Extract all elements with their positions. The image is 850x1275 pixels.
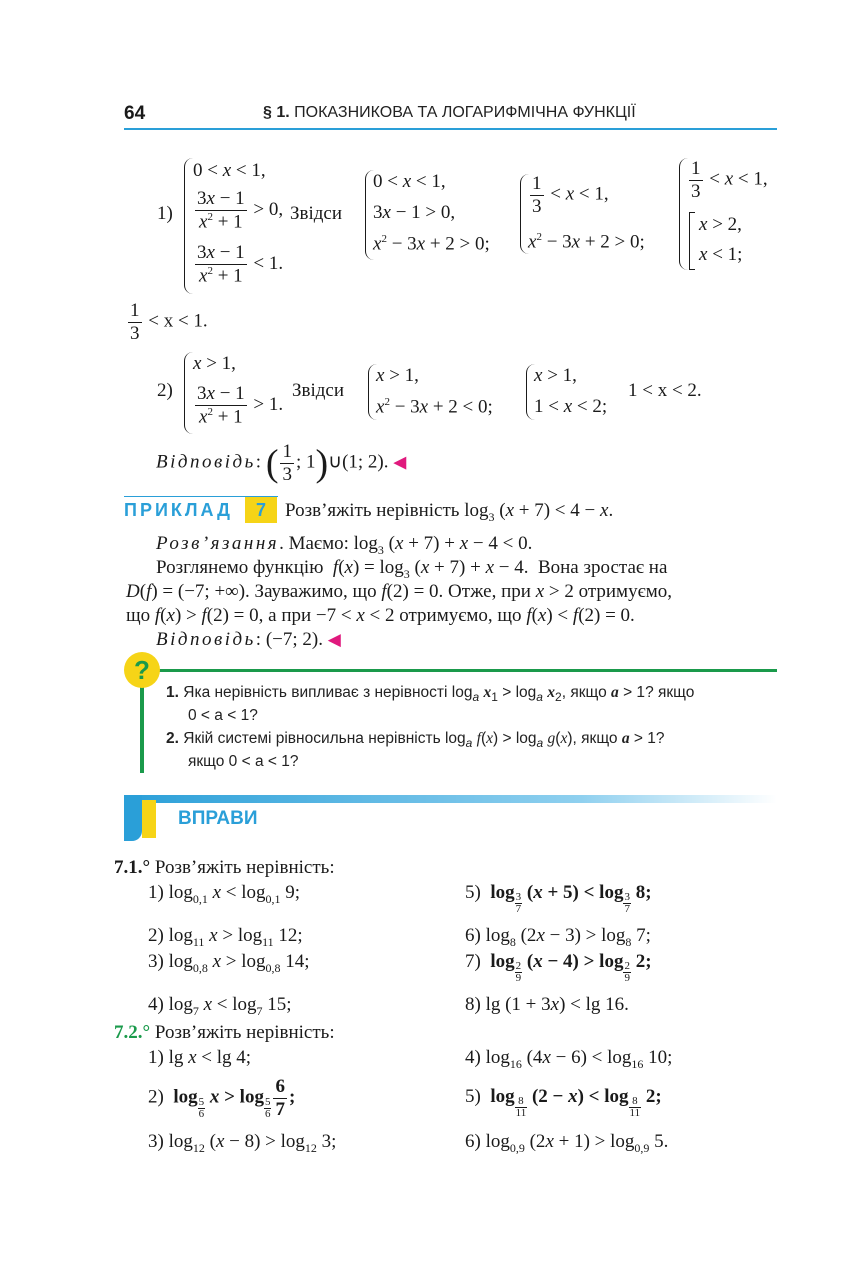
system2-line1: 0 < x < 1, (373, 171, 446, 192)
exercise-item: 1) lg x < lg 4; (148, 1047, 252, 1068)
exercise-item: 4) $\log_7 x < \log_7 15$; (148, 994, 292, 1018)
exercise-item: 2) $\log_{11} x > \log_{11} 12$; (148, 925, 303, 949)
question-2-cond2: ? (655, 730, 665, 747)
system4-line3: x < 1; (699, 244, 743, 265)
solution-line-3: D(f) = (−7; +∞). Зауважимо, що f(2) = 0. Отже, при x > 2 отримуємо, (126, 581, 673, 602)
answer-label: Відповідь (156, 451, 256, 473)
example-task: Розв’яжіть нерівність $\log_3 (x + 7) < 4 - x$. (285, 500, 614, 524)
questions-top-rule (140, 669, 777, 672)
part1-result-tail: < x < 1. (148, 310, 208, 332)
exercise-item: 7) log $\frac{2}{9}$ (x − 4) > log $\frac{2}{9}$ 2; (465, 951, 652, 984)
system7-line1: x > 1, (534, 365, 577, 386)
system5-line2: $\frac{3x - 1}{x^2 + 1}$ > 1. (197, 383, 284, 428)
exercise-item: 1) $\log_{0,1} x < \log_{0,1} 9$; (148, 882, 301, 906)
question-2-number: 2. (166, 730, 179, 747)
question-2: 2. Якій системі рівносильна нерівність $\log_a f(x) > \log_a g(x)$, якщо a > 1? (166, 730, 665, 751)
solution-line2-a: Розглянемо функцію (156, 557, 324, 578)
solution-line3-b: Отже, при (448, 581, 531, 602)
union-bracket (689, 212, 695, 270)
system2-line3: $x^2 - 3x + 2 > 0$; (373, 233, 490, 255)
end-marker-icon: ◀ (393, 452, 407, 472)
answer-2: Відповідь: (−7; 2). ◀ (156, 629, 341, 650)
question-mark-icon: ? (124, 652, 160, 688)
exercise-7-2-task: Розв’яжіть нерівність: (154, 1022, 335, 1043)
exercise-item: 8) lg (1 + 3x) < lg 16. (465, 994, 629, 1015)
exercises-banner-bar (124, 795, 777, 803)
system2-line2: 3x − 1 > 0, (373, 202, 456, 223)
part1-result: $\frac{1}{3}$ < x < 1. (130, 300, 208, 344)
system7-line2: 1 < x < 2; (534, 396, 608, 417)
solution-line3-c: отримуємо, (578, 581, 673, 602)
exercise-item: 6) $\log_{0,9} (2x + 1) > \log_{0,9} 5$. (465, 1131, 669, 1155)
exercise-item: 3) $\log_{12} (x - 8) > \log_{12} 3$; (148, 1131, 337, 1155)
solution-line-4: що f(x) > f(2) = 0, а при −7 < x < 2 отримуємо, що f(x) < f(2) = 0. (126, 605, 635, 626)
system6-line2: $x^2 - 3x + 2 < 0$; (376, 396, 493, 418)
solution-line4-c: отримуємо, що (399, 605, 522, 626)
question-1-line2: 0 < a < 1? (188, 707, 258, 724)
exercise-item: 6) $\log_8 (2x - 3) > \log_8 7$; (465, 925, 651, 949)
part2-label: 2) (157, 380, 173, 401)
end-marker-icon: ◀ (327, 630, 341, 649)
solution-line-2: Розглянемо функцію $f(x) = \log_3 (x + 7) + x - 4$. Вона зростає на (156, 557, 668, 581)
solution-line3-a: Зауважимо, що (254, 581, 377, 602)
solution-text: Маємо: (288, 533, 349, 554)
solution-line4-b: , а при (258, 605, 312, 626)
exercise-7-2-number: 7.2.° (114, 1022, 151, 1043)
exercise-7-1-header (114, 857, 335, 879)
system4-line1: $\frac{1}{3}$ < x < 1, (691, 158, 768, 202)
running-head-title: ПОКАЗНИКОВА ТА ЛОГАРИФМІЧНА ФУНКЦІЇ (294, 104, 636, 121)
solution-line2-b: Вона зростає на (537, 557, 668, 578)
question-1-cond1: , якщо (561, 684, 607, 701)
zvidsy-2: Звідси (292, 380, 345, 401)
system5-line1: x > 1, (193, 353, 236, 374)
system1-line2: $\frac{3x - 1}{x^2 + 1}$ > 0, (197, 188, 284, 233)
system3-line1: $\frac{1}{3}$ < x < 1, (532, 173, 609, 217)
header-rule (124, 128, 777, 130)
example-label: ПРИКЛАД (124, 500, 233, 520)
example-task-text: Розв’яжіть нерівність (285, 500, 460, 521)
system6-line1: x > 1, (376, 365, 419, 386)
question-2-cond1: , якщо (572, 730, 618, 747)
exercises-banner-tab-accent (142, 800, 156, 838)
solution-label: Розв’язання (156, 533, 280, 554)
exercise-item: 5) log $\frac{8}{11}$ (2 − x) < log $\frac{8}{11}$ 2; (465, 1086, 662, 1119)
exercise-7-1-task: Розв’яжіть нерівність: (154, 857, 335, 878)
question-2-line2: якщо 0 < a < 1? (188, 753, 299, 770)
part1-label: 1) (157, 203, 173, 224)
exercise-7-1-number: 7.1.° (114, 857, 151, 878)
question-1-cond2: ? якщо (645, 684, 695, 701)
question-1-text: Яка нерівність випливає з нерівності (183, 684, 448, 701)
question-1-number: 1. (166, 684, 179, 701)
system1-line3: $\frac{3x - 1}{x^2 + 1}$ < 1. (197, 242, 284, 287)
section-mark: § 1. (263, 104, 290, 121)
running-head (263, 104, 636, 122)
solution-line4-a: що (126, 605, 151, 626)
exercises-title: ВПРАВИ (178, 808, 258, 829)
answer-1: Відповідь: ( $\frac{1}{3}$ ; 1)∪(1; 2). ◀ (156, 441, 407, 485)
system4-line2: x > 2, (699, 214, 742, 235)
system1-line1: 0 < x < 1, (193, 160, 266, 181)
page-number: 64 (124, 103, 146, 124)
part2-result: 1 < x < 2. (628, 380, 702, 401)
zvidsy-1: Звідси (290, 203, 343, 224)
exercise-item: 4) $\log_{16} (4x - 6) < \log_{16} 10$; (465, 1047, 673, 1071)
question-1: 1. Яка нерівність випливає з нерівності $\log_a x_1 > \log_a x_2$, якщо a > 1? якщо (166, 684, 695, 705)
exercise-item: 5) log $\frac{3}{7}$ (x + 5) < log $\frac{3}{7}$ 8; (465, 882, 652, 915)
system3-line2: $x^2 - 3x + 2 > 0$; (528, 231, 645, 253)
system-brace (184, 158, 193, 294)
answer2-label: Відповідь (156, 629, 256, 650)
exercises-banner-tab (124, 795, 142, 841)
exercise-item: 3) $\log_{0,8} x > \log_{0,8} 14$; (148, 951, 310, 975)
answer2-value: (−7; 2). (265, 629, 323, 650)
exercise-item: 2) log $\frac{5}{6}$ x > log $\frac{5}{6}$ $\frac{6}{7}$ ; (148, 1076, 296, 1120)
example-number-badge: 7 (245, 497, 277, 523)
question-2-text: Якій системі рівносильна нерівність (183, 730, 441, 747)
system-brace (184, 352, 193, 434)
solution-line: Розв’язання. Маємо: $\log_3 (x + 7) + x - 4 < 0$. (156, 533, 533, 557)
exercise-7-2-header (114, 1022, 335, 1044)
